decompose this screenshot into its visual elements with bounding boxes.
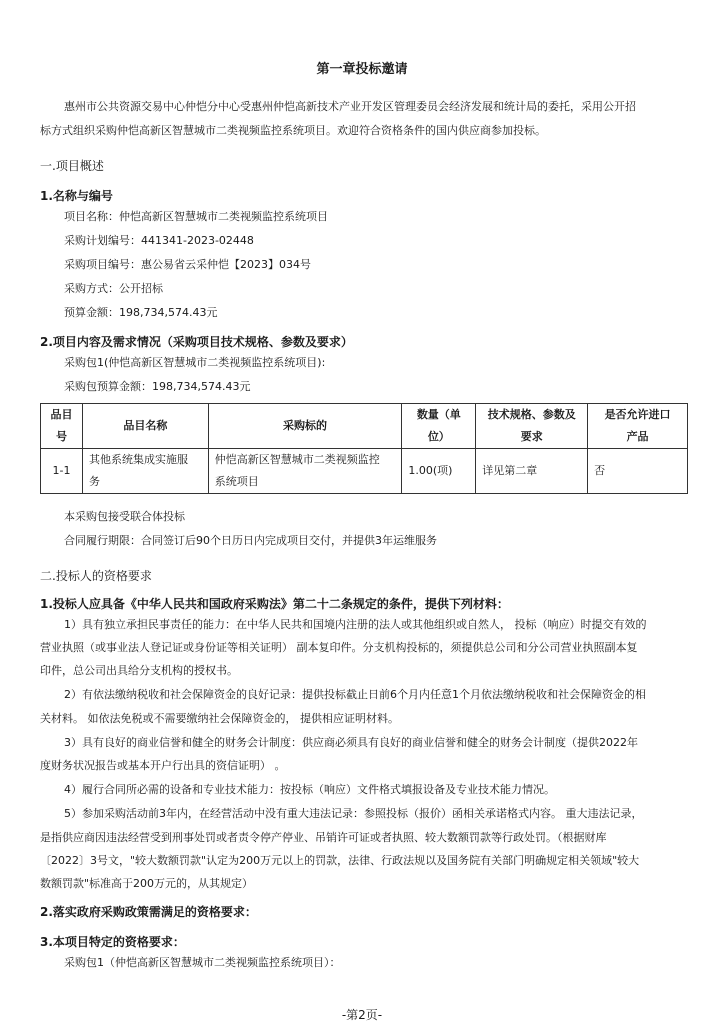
cell-item-name: 其他系统集成实施服 务 xyxy=(82,449,208,494)
budget-amount: 预算金额：198,734,574.43元 xyxy=(64,306,218,319)
qual-item-2-line-2: 关材料。 如依法免税或不需要缴纳社会保障资金的， 提供相应证明材料。 xyxy=(40,712,399,725)
table-header-row xyxy=(41,404,688,449)
page-number: -第2页- xyxy=(341,1008,383,1022)
intro-line-1: 惠州市公共资源交易中心仲恺分中心受惠州仲恺高新技术产业开发区管理委员会经济发展和统计局的委托，采用公开招 xyxy=(64,100,636,113)
section-1-heading: 一.项目概述 xyxy=(40,159,104,173)
qual-item-2-line-1: 2）有依法缴纳税收和社会保障资金的良好记录：提供投标截止日前6个月内任意1个月依法缴纳税收和社会保障资金的相 xyxy=(64,688,646,701)
qual-item-4: 4）履行合同所必需的设备和专业技术能力：按投标（响应）文件格式填报设备及专业技术能力情况。 xyxy=(64,783,555,796)
chapter-title: 第一章投标邀请 xyxy=(316,62,408,77)
qual-item-3-line-2: 度财务状况报告或基本开户行出具的资信证明） 。 xyxy=(40,759,286,772)
items-table xyxy=(40,403,688,494)
header-import: 是否允许进口 产品 xyxy=(588,404,688,449)
qual-item-1-line-3: 印件，总公司出具给分支机构的授权书。 xyxy=(40,664,238,677)
contract-period: 合同履行期限：合同签订后90个日历日内完成项目交付，并提供3年运维服务 xyxy=(64,534,437,547)
cell-import: 否 xyxy=(588,449,688,494)
qual-item-5-line-4: 数额罚款"标准高于200万元的，从其规定） xyxy=(40,877,254,890)
intro-line-2: 标方式组织采购仲恺高新区智慧城市二类视频监控系统项目。欢迎符合资格条件的国内供应商参加投标。 xyxy=(40,124,546,137)
header-spec: 技术规格、参数及 要求 xyxy=(476,404,588,449)
cell-quantity: 1.00(项) xyxy=(402,449,476,494)
subsection-1-1-heading: 1.名称与编号 xyxy=(40,189,113,203)
procurement-method: 采购方式：公开招标 xyxy=(64,282,163,295)
qual-item-5-line-3: 〔2022〕3号文，"较大数额罚款"认定为200万元以上的罚款，法律、行政法规以及国务院有关部门明确规定相关领域"较大 xyxy=(40,854,640,867)
header-item-name: 品目名称 xyxy=(82,404,208,449)
subsection-2-2-heading: 2.落实政府采购政策需满足的资格要求： xyxy=(40,905,257,919)
header-quantity: 数量（单 位） xyxy=(402,404,476,449)
cell-item-no: 1-1 xyxy=(41,449,83,494)
header-item-no: 品目 号 xyxy=(41,404,83,449)
qual-item-5-line-2: 是指供应商因违法经营受到刑事处罚或者责令停产停业、吊销许可证或者执照、较大数额罚款等行政处罚。（根据财库 xyxy=(40,831,607,844)
project-name: 项目名称：仲恺高新区智慧城市二类视频监控系统项目 xyxy=(64,210,328,223)
subsection-1-2-heading: 2.项目内容及需求情况（采购项目技术规格、参数及要求） xyxy=(40,335,353,349)
table-row xyxy=(41,449,688,494)
header-target: 采购标的 xyxy=(208,404,402,449)
project-number: 采购项目编号：惠公易省云采仲恺【2023】034号 xyxy=(64,258,311,271)
plan-number: 采购计划编号：441341-2023-02448 xyxy=(64,234,254,247)
section-2-heading: 二.投标人的资格要求 xyxy=(40,569,152,583)
qual-item-3-line-1: 3）具有良好的商业信誉和健全的财务会计制度：供应商必须具有良好的商业信誉和健全的财务会计制度（提供2022年 xyxy=(64,736,638,749)
subsection-2-3-heading: 3.本项目特定的资格要求： xyxy=(40,935,185,949)
cell-target: 仲恺高新区智慧城市二类视频监控 系统项目 xyxy=(208,449,402,494)
subsection-2-1-heading: 1.投标人应具备《中华人民共和国政府采购法》第二十二条规定的条件，提供下列材料： xyxy=(40,597,509,611)
consortium-note: 本采购包接受联合体投标 xyxy=(64,510,185,523)
package-budget: 采购包预算金额：198,734,574.43元 xyxy=(64,380,251,393)
qual-item-1-line-1: 1）具有独立承担民事责任的能力：在中华人民共和国境内注册的法人或其他组织或自然人， 投标（响应）时提交有效的 xyxy=(64,618,647,631)
qual-item-5-line-1: 5）参加采购活动前3年内，在经营活动中没有重大违法记录：参照投标（报价）函相关承诺格式内容。 重大违法记录， xyxy=(64,807,643,820)
package-label: 采购包1(仲恺高新区智慧城市二类视频监控系统项目): xyxy=(64,356,326,369)
qual-item-1-line-2: 营业执照（或事业法人登记证或身份证等相关证明） 副本复印件。分支机构投标的，须提供总公司和分公司营业执照副本复 xyxy=(40,641,638,654)
package-1-specific: 采购包1（仲恺高新区智慧城市二类视频监控系统项目）： xyxy=(64,956,341,969)
cell-spec: 详见第二章 xyxy=(476,449,588,494)
